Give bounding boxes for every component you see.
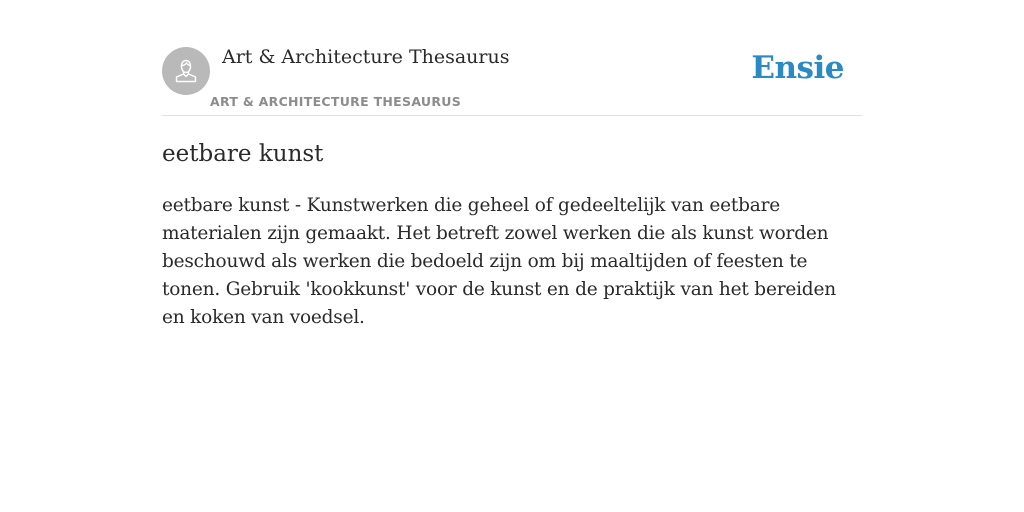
entry-header [162,0,862,116]
entry-definition: eetbare kunst - Kunstwerken die geheel of gedeeltelijk van eetbare materialen zijn gemaakt. Het betreft zowel werken die als kunst worden beschouwd als werken die bedoeld zijn om bij maaltijden of feesten te tonen. Gebruik 'kookkunst' voor de kunst en de praktijk van het bereiden en koken van voedsel. [162,195,836,328]
source-subtitle[interactable]: ART & ARCHITECTURE THESAURUS [210,94,462,109]
user-outline-icon [171,56,201,86]
ensie-logo[interactable]: Ensie [751,50,844,86]
source-avatar[interactable] [162,47,210,95]
entry-term: eetbare kunst [162,141,324,167]
entry-card [162,0,862,328]
source-title[interactable]: Art & Architecture Thesaurus [222,46,510,68]
